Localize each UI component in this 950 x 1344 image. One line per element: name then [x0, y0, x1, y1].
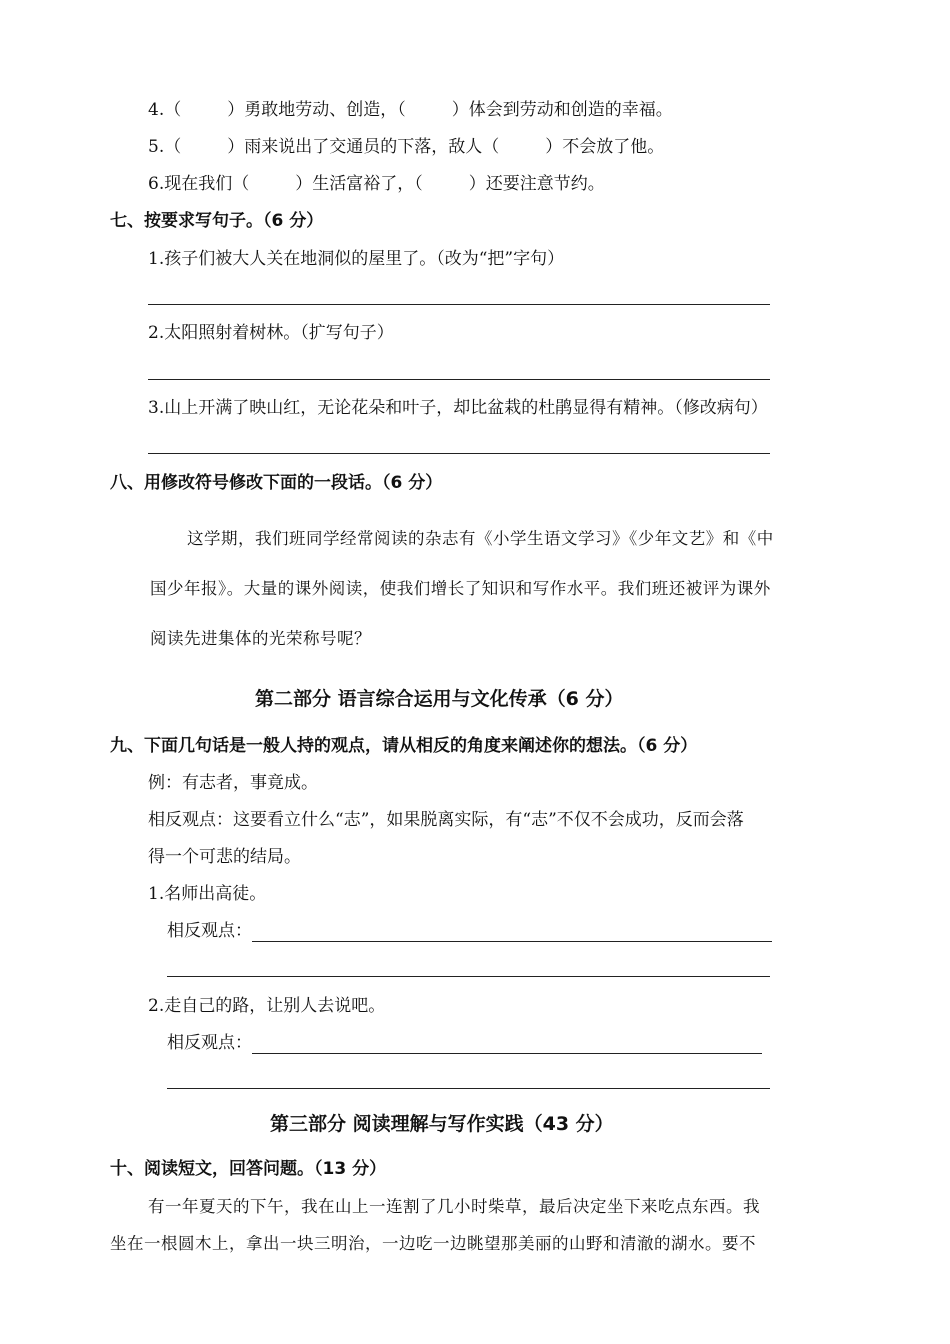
- answer-line[interactable]: [167, 976, 770, 977]
- section7-q1: 1.孩子们被大人关在地洞似的屋里了。（改为“把”字句）: [148, 249, 565, 269]
- section10-line-2: 坐在一根圆木上，拿出一块三明治，一边吃一边眺望那美丽的山野和清澈的湖水。要不: [110, 1234, 756, 1253]
- section10-title: 十、阅读短文，回答问题。（13 分）: [110, 1159, 387, 1179]
- q6-6-end: ）还要注意节约。: [468, 174, 605, 194]
- q6-6-mid: ）生活富裕了，（: [295, 174, 423, 194]
- opposite-view-label: 相反观点：: [167, 921, 252, 941]
- section8-line-3: 阅读先进集体的光荣称号呢？: [150, 629, 371, 648]
- section8-title: 八、用修改符号修改下面的一段话。（6 分）: [110, 473, 443, 493]
- q6-5-end: ）不会放了他。: [545, 137, 665, 157]
- part3-title: 第三部分 阅读理解与写作实践（43 分）: [270, 1113, 614, 1135]
- section9-example-answer-2: 得一个可悲的结局。: [148, 847, 301, 867]
- section10-line-1: 有一年夏天的下午，我在山上一连割了几小时柴草，最后决定坐下来吃点东西。我: [148, 1197, 760, 1216]
- section7-title: 七、按要求写句子。（6 分）: [110, 211, 324, 231]
- section9-example-answer-1: 相反观点：这要看立什么“志”，如果脱离实际，有“志”不仅不会成功，反而会落: [148, 810, 744, 830]
- answer-line[interactable]: [252, 1035, 762, 1054]
- q6-4: [148, 99, 673, 121]
- section9-q2-row: [167, 1032, 762, 1054]
- answer-line[interactable]: [148, 379, 770, 380]
- section9-example: 例：有志者，事竟成。: [148, 773, 318, 793]
- q6-4-num: 4.（: [148, 100, 182, 120]
- q6-4-end: ）体会到劳动和创造的幸福。: [451, 100, 673, 120]
- q6-4-mid: ）勇敢地劳动、创造，（: [227, 100, 406, 120]
- section9-title: 九、下面几句话是一般人持的观点，请从相反的角度来阐述你的想法。（6 分）: [110, 736, 698, 756]
- section9-q1-row: [167, 920, 772, 942]
- section8-line-1: 这学期，我们班同学经常阅读的杂志有《小学生语文学习》《少年文艺》和《中: [187, 529, 774, 548]
- answer-line[interactable]: [148, 453, 770, 454]
- q6-5: [148, 136, 664, 158]
- q6-6: [148, 173, 605, 195]
- section9-q1: 1.名师出高徒。: [148, 884, 267, 904]
- answer-line[interactable]: [167, 1088, 770, 1089]
- section7-q2: 2.太阳照射着树林。（扩写句子）: [148, 323, 394, 343]
- q6-5-num: 5.（: [148, 137, 182, 157]
- q6-6-num: 6.现在我们（: [148, 174, 250, 194]
- section9-q2: 2.走自己的路，让别人去说吧。: [148, 996, 386, 1016]
- section8-line-2: 国少年报》。大量的课外阅读，使我们增长了知识和写作水平。我们班还被评为课外: [150, 579, 771, 598]
- part2-title: 第二部分 语言综合运用与文化传承（6 分）: [255, 688, 624, 710]
- q6-5-mid: ）雨来说出了交通员的下落，敌人（: [227, 137, 500, 157]
- answer-line[interactable]: [252, 923, 772, 942]
- opposite-view-label: 相反观点：: [167, 1033, 252, 1053]
- answer-line[interactable]: [148, 304, 770, 305]
- section7-q3: 3.山上开满了映山红，无论花朵和叶子，却比盆栽的杜鹃显得有精神。（修改病句）: [148, 398, 768, 418]
